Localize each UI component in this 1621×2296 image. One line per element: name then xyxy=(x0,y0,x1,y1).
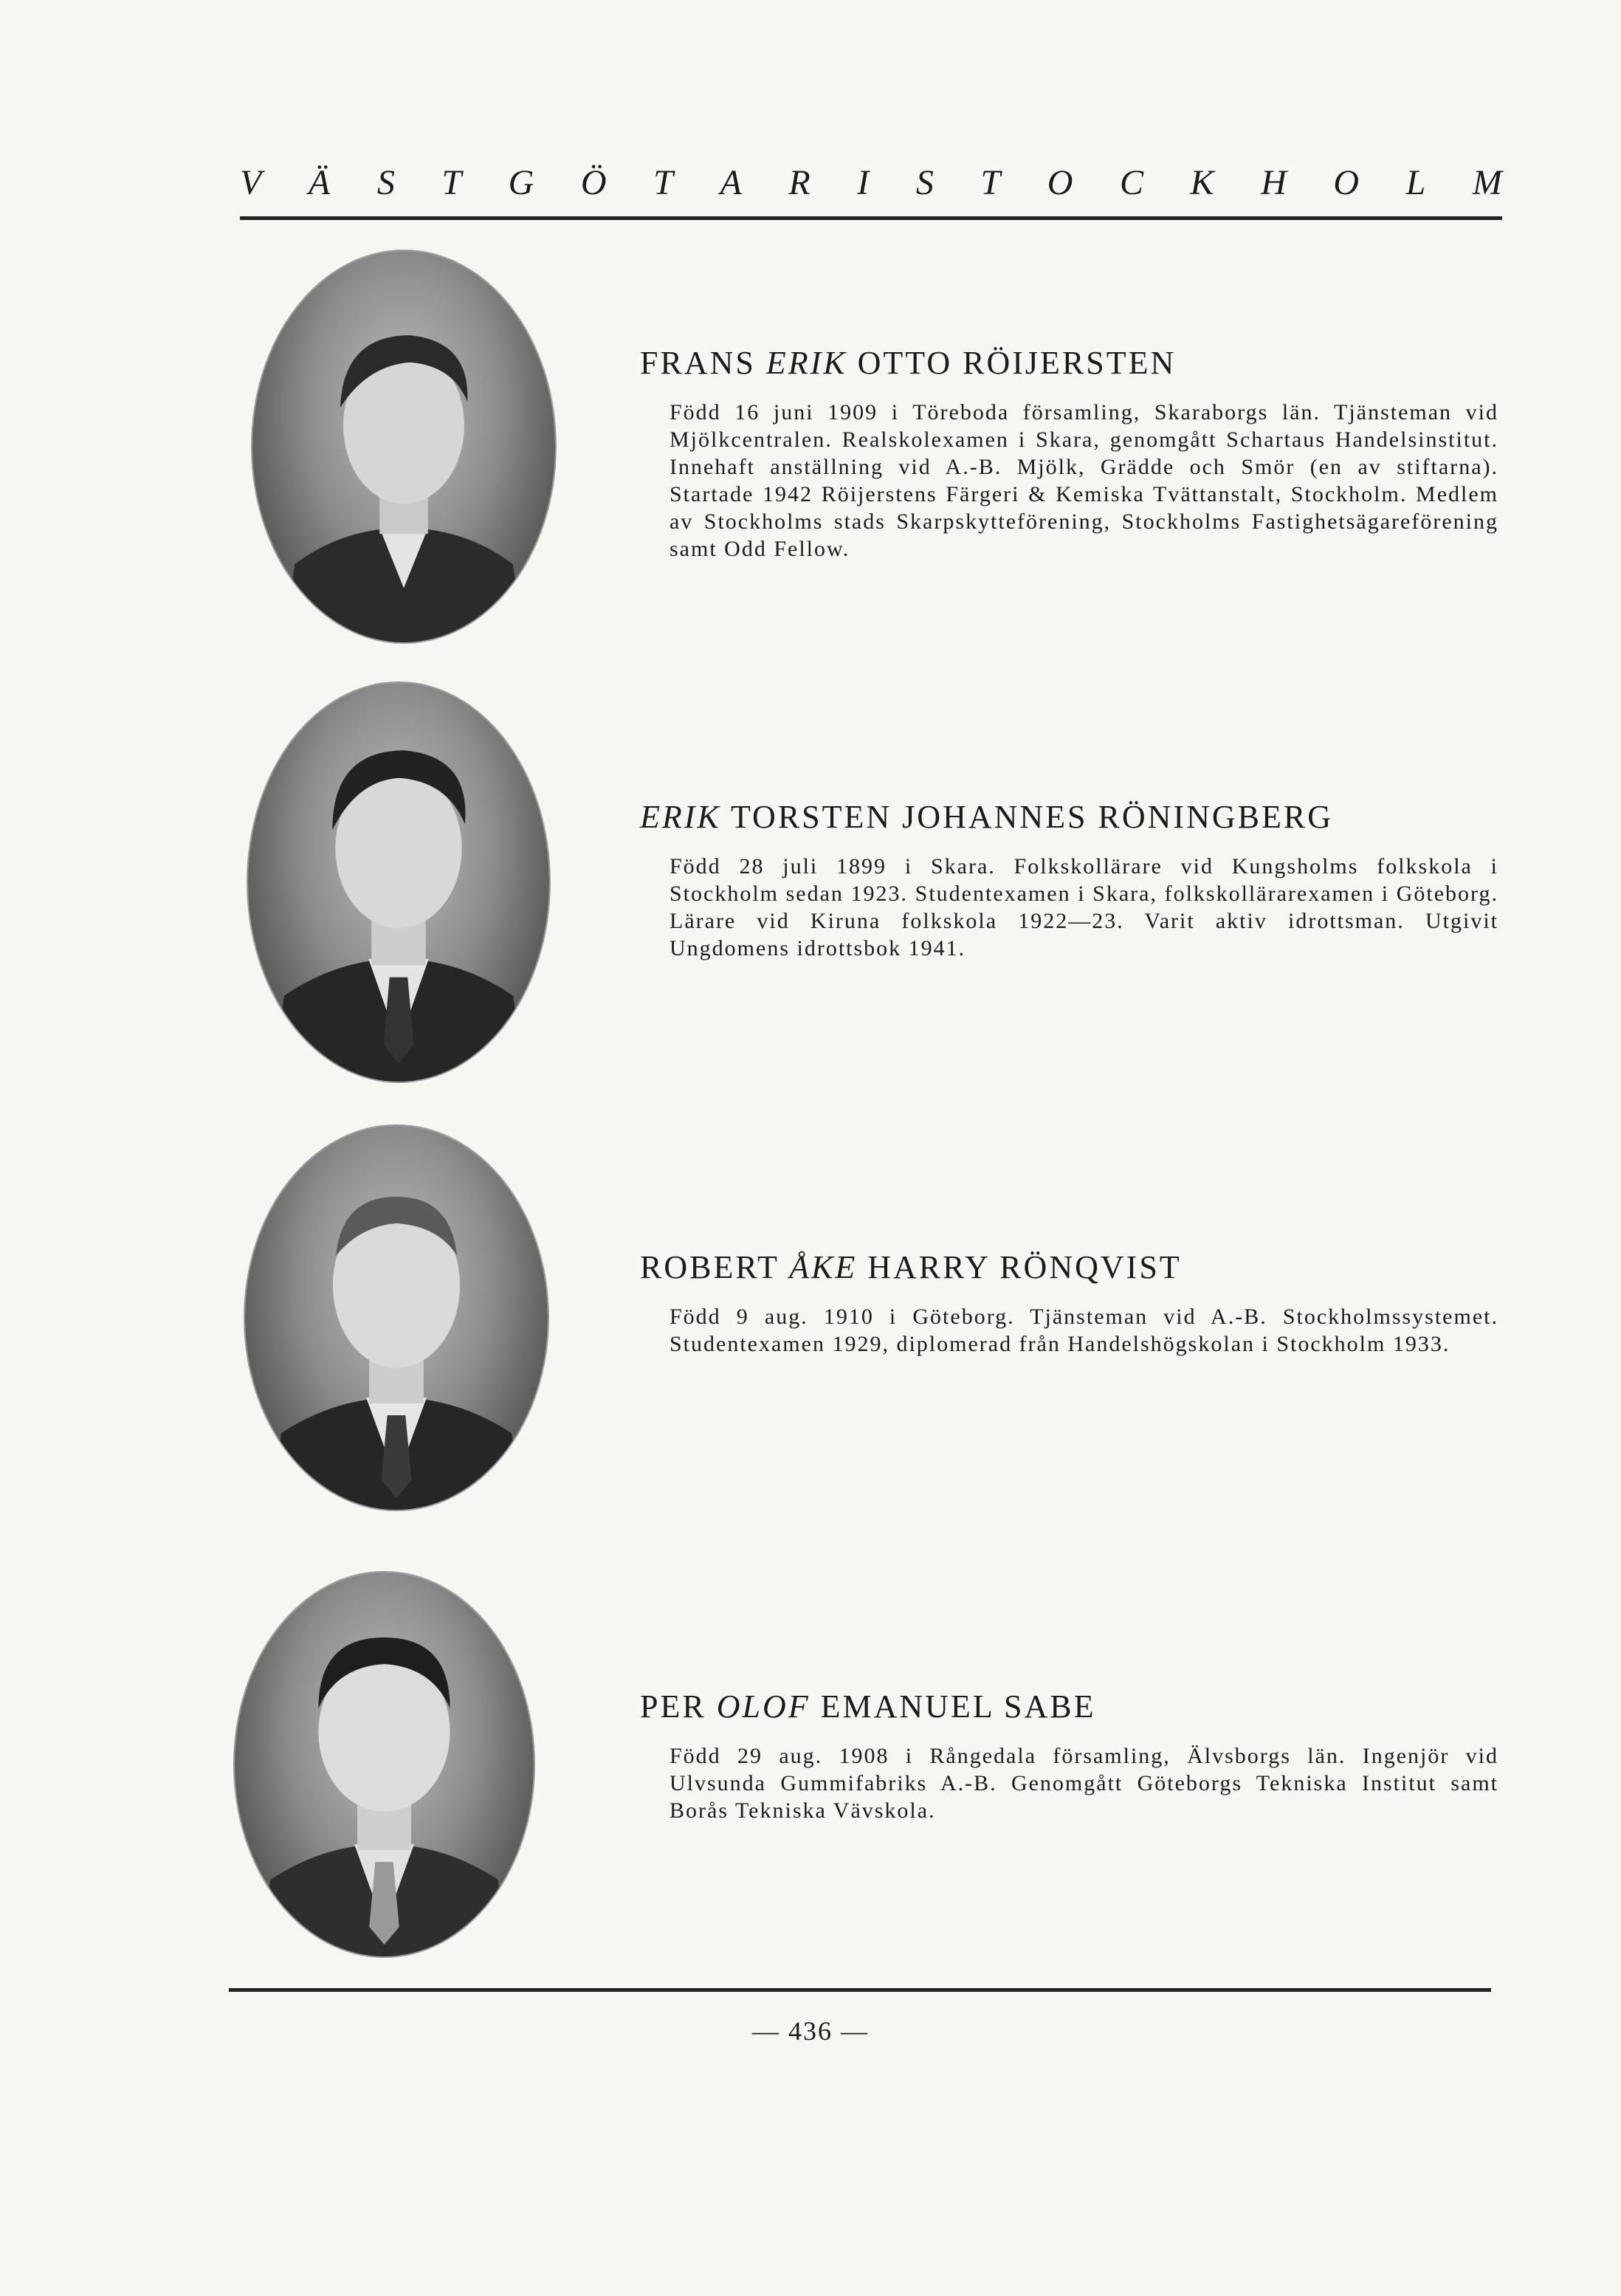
portrait-silhouette-icon xyxy=(235,1573,534,1956)
running-header xyxy=(240,165,1502,201)
entry-bio xyxy=(640,1688,1498,1824)
person-name xyxy=(640,1688,1498,1725)
header-letter: Ä xyxy=(308,163,331,202)
header-letter: L xyxy=(1405,163,1426,202)
header-letter: M xyxy=(1472,163,1502,202)
page-number: — 436 — xyxy=(752,2016,869,2046)
entry-bio xyxy=(640,1251,1498,1358)
header-letter: S xyxy=(915,163,934,202)
portrait-photo xyxy=(235,1573,534,1956)
person-name xyxy=(640,347,1498,379)
portrait-silhouette-icon xyxy=(252,251,555,642)
name-given: ERIK xyxy=(765,345,847,381)
header-letter: V xyxy=(240,163,262,202)
header-rule xyxy=(240,216,1502,220)
header-letter: S xyxy=(376,163,395,202)
portrait-silhouette-icon xyxy=(248,683,549,1082)
bio-text: Född 9 aug. 1910 i Göteborg. Tjänsteman vid A.-B. Stockholmssystemet. Studentexamen 1929, diplomerad från Handelshögskolan i Stockholm 1933. xyxy=(670,1305,1498,1356)
header-letter: R xyxy=(788,163,810,202)
name-suffix: HARRY RÖNQVIST xyxy=(857,1249,1182,1285)
bio-text: Född 28 juli 1899 i Skara. Folkskollärare vid Kungsholms folkskola i Stockholm sedan 1923. Studentexamen i Skara, folkskollärarexamen i Göteborg. Lärare vid Kiruna folkskola 1922—23. Varit aktiv idrottsman. Utgivit Ungdomens idrottsbok 1941. xyxy=(670,854,1498,960)
name-given: ÅKE xyxy=(789,1249,858,1285)
name-suffix: TORSTEN JOHANNES RÖNINGBERG xyxy=(720,799,1333,835)
name-suffix: EMANUEL SABE xyxy=(810,1688,1096,1725)
header-letter: O xyxy=(1333,163,1360,202)
person-name xyxy=(640,801,1498,833)
name-given: OLOF xyxy=(716,1688,810,1725)
header-letter: K xyxy=(1190,163,1214,202)
header-letter: H xyxy=(1261,163,1287,202)
header-letter: O xyxy=(1047,163,1073,202)
portrait-photo xyxy=(245,1126,548,1510)
entry-bio xyxy=(640,347,1498,563)
header-letter: Ö xyxy=(580,163,607,202)
footer-rule xyxy=(229,1988,1491,1992)
entry-bio xyxy=(640,801,1498,962)
name-prefix: FRANS xyxy=(640,345,766,381)
person-name xyxy=(640,1251,1498,1284)
header-letter: G xyxy=(508,163,534,202)
header-letter: T xyxy=(980,163,1001,202)
header-letter: T xyxy=(653,163,673,202)
header-letter: C xyxy=(1119,163,1143,202)
portrait-photo xyxy=(252,251,555,642)
header-letter: T xyxy=(441,163,462,202)
portrait-photo xyxy=(248,683,549,1082)
bio-text: Född 29 aug. 1908 i Rångedala församling, Älvsborgs län. Ingenjör vid Ulvsunda Gummifabriks A.-B. Genomgått Göteborgs Tekniska Institut samt Borås Tekniska Vävskola. xyxy=(670,1744,1498,1823)
name-suffix: OTTO RÖIJERSTEN xyxy=(847,345,1177,381)
header-letter: I xyxy=(857,163,870,202)
header-letter: A xyxy=(720,163,742,202)
portrait-silhouette-icon xyxy=(245,1126,548,1510)
bio-text: Född 16 juni 1909 i Töreboda församling, Skaraborgs län. Tjänsteman vid Mjölkcentralen. Realskolexamen i Skara, genomgått Schartaus Handelsinstitut. Innehaft anställning vid A.-B. Mjölk, Grädde och Smör (en av stiftarna). Startade 1942 Röijerstens Färgeri & Kemiska Tvättanstalt, Stockholm. Medlem av Stockholms stads Skarpskytteförening, Stockholms Fastighetsägareförening samt Odd Fellow. xyxy=(670,400,1498,561)
name-prefix: ROBERT xyxy=(640,1249,790,1285)
name-prefix: PER xyxy=(640,1688,717,1725)
name-given: ERIK xyxy=(640,799,721,835)
